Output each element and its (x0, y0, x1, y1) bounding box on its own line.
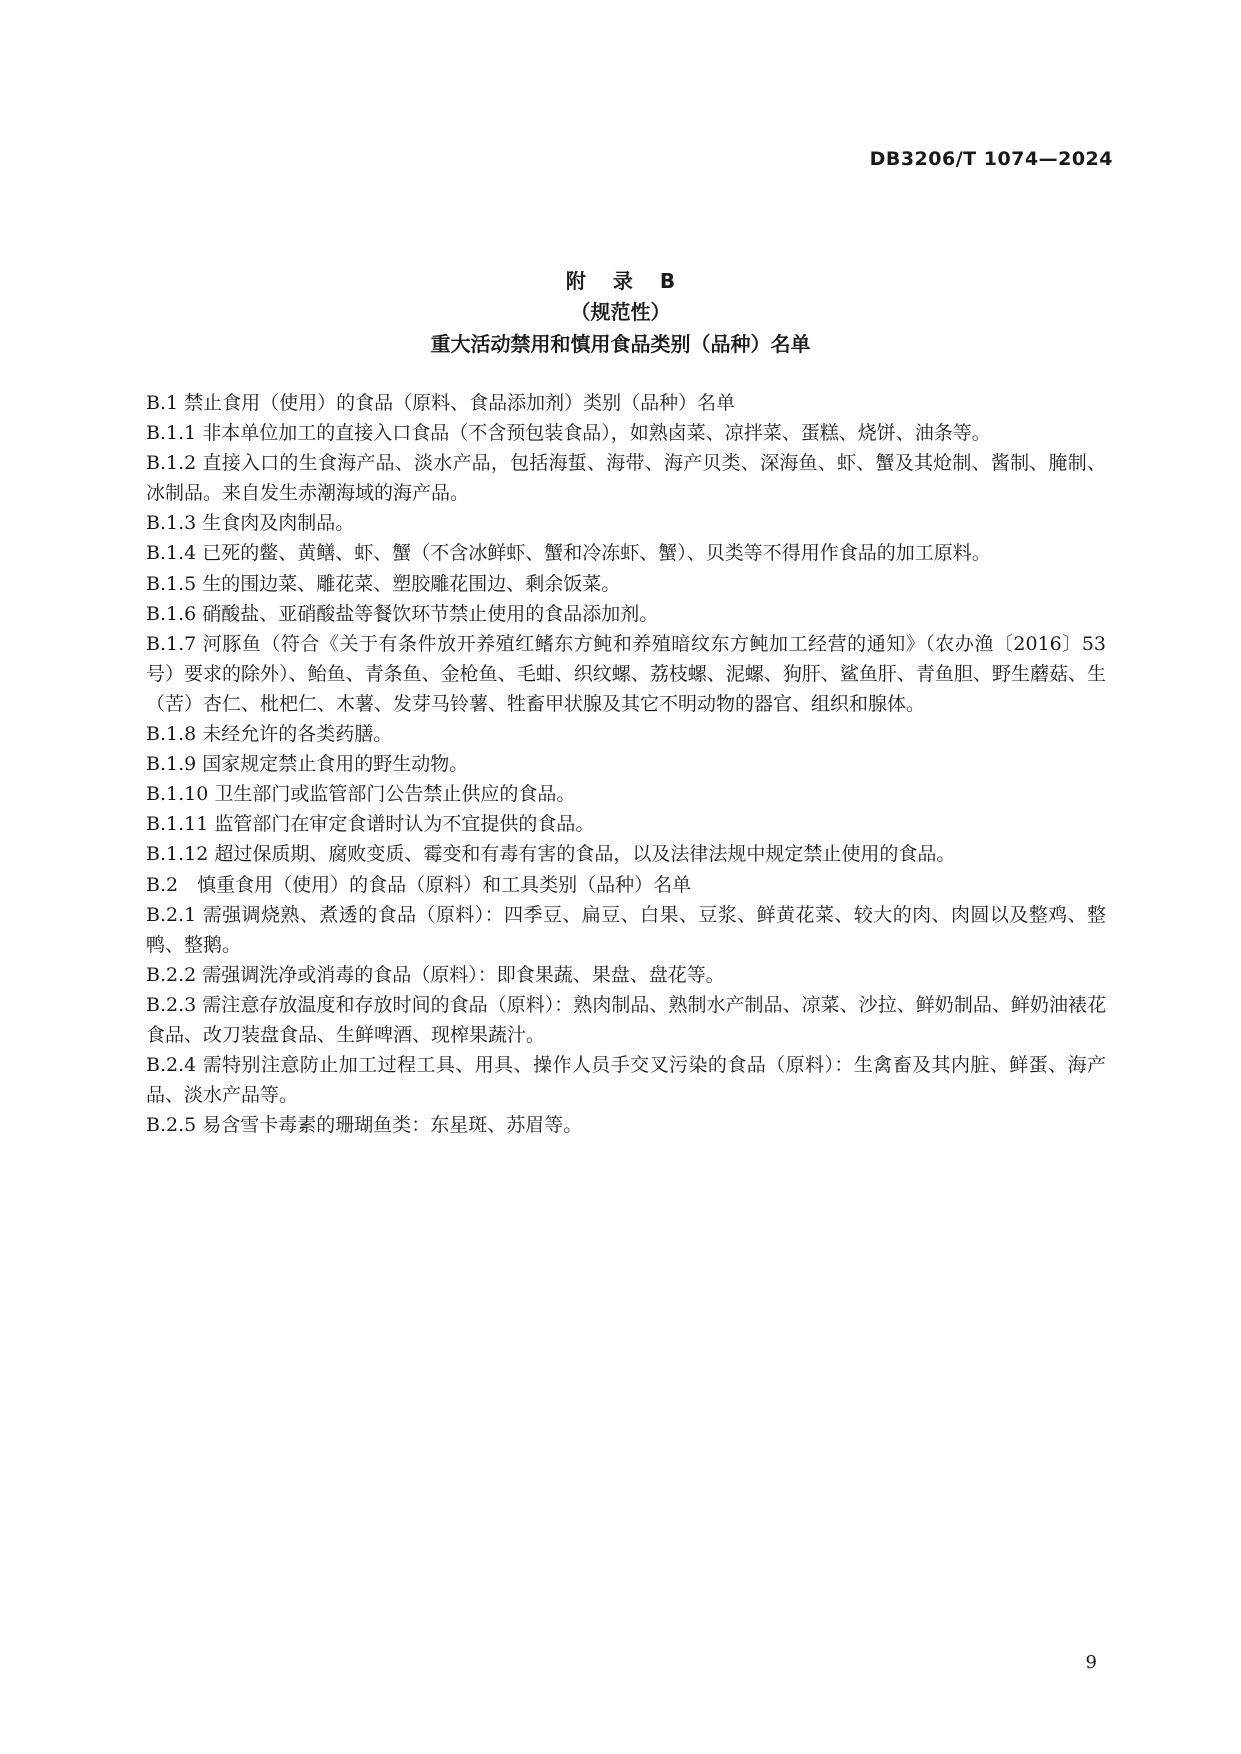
clause-b2-2: B.2.2 需强调洗净或消毒的食品（原料）：即食果蔬、果盘、盘花等。 (146, 963, 725, 986)
clause-b1-5: B.1.5 生的围边菜、雕花菜、塑胶雕花围边、剩余饭菜。 (146, 572, 621, 595)
appendix-body (146, 388, 1106, 1140)
clause-b1-6: B.1.6 硝酸盐、亚硝酸盐等餐饮环节禁止使用的食品添加剂。 (146, 602, 659, 625)
clause-b2-5: B.2.5 易含雪卡毒素的珊瑚鱼类：东星斑、苏眉等。 (146, 1114, 583, 1137)
clause-b2-4: B.2.4 需特别注意防止加工过程工具、用具、操作人员手交叉污染的食品（原料）：生禽畜及其内脏、鲜蛋、海产品、淡水产品等。 (146, 1054, 1106, 1107)
clause-b1-2: B.1.2 直接入口的生食海产品、淡水产品，包括海蜇、海带、海产贝类、深海鱼、虾、蟹及其炝制、酱制、腌制、冰制品。来自发生赤潮海域的海产品。 (146, 452, 1106, 505)
clause-b1-10: B.1.10 卫生部门或监管部门公告禁止供应的食品。 (146, 783, 576, 806)
clause-b1-7: B.1.7 河豚鱼（符合《关于有条件放开养殖红鳍东方鲀和养殖暗纹东方鲀加工经营的通知》（农办渔〔2016〕53 号）要求的除外）、鲐鱼、青条鱼、金枪鱼、毛蚶、织纹螺、荔枝螺、泥螺、狗肝、鲨鱼肝、青鱼胆、野生蘑菇、生（苦）杏仁、枇杷仁、木薯、发芽马铃薯、牲畜甲状腺及其它不明动物的器官、组织和腺体。 (146, 632, 1106, 715)
clause-b1-9: B.1.9 国家规定禁止食用的野生动物。 (146, 753, 469, 776)
clause-b1-1: B.1.1 非本单位加工的直接入口食品（不含预包装食品），如熟卤菜、凉拌菜、蛋糕、烧饼、油条等。 (146, 422, 991, 445)
clause-b2-1: B.2.1 需强调烧熟、煮透的食品（原料）：四季豆、扁豆、白果、豆浆、鲜黄花菜、较大的肉、肉圆以及整鸡、整鸭、整鹅。 (146, 903, 1106, 956)
clause-b1-4: B.1.4 已死的鳖、黄鳝、虾、蟹（不含冰鲜虾、蟹和冷冻虾、蟹）、贝类等不得用作食品的加工原料。 (146, 542, 991, 565)
clause-b2-3: B.2.3 需注意存放温度和存放时间的食品（原料）：熟肉制品、熟制水产制品、凉菜、沙拉、鲜奶制品、鲜奶油裱花食品、改刀装盘食品、生鲜啤酒、现榨果蔬汁。 (146, 993, 1106, 1046)
appendix-label: 附 录 B (565, 269, 686, 293)
appendix-title: 重大活动禁用和慎用食品类别（品种）名单 (430, 332, 811, 356)
appendix-type: （规范性） (570, 300, 671, 324)
clause-b1-8: B.1.8 未经允许的各类药膳。 (146, 723, 393, 746)
clause-b1-3: B.1.3 生食肉及肉制品。 (146, 512, 355, 535)
clause-b2: B.2 慎重食用（使用）的食品（原料）和工具类别（品种）名单 (146, 873, 692, 896)
clause-b1: B.1 禁止食用（使用）的食品（原料、食品添加剂）类别（品种）名单 (146, 392, 736, 414)
page-number: 9 (1085, 1652, 1097, 1673)
clause-b1-12: B.1.12 超过保质期、腐败变质、霉变和有毒有害的食品，以及法律法规中规定禁止使用的食品。 (146, 843, 956, 866)
document-code: DB3206/T 1074—2024 (869, 148, 1113, 170)
clause-b1-11: B.1.11 监管部门在审定食谱时认为不宜提供的食品。 (146, 813, 595, 836)
